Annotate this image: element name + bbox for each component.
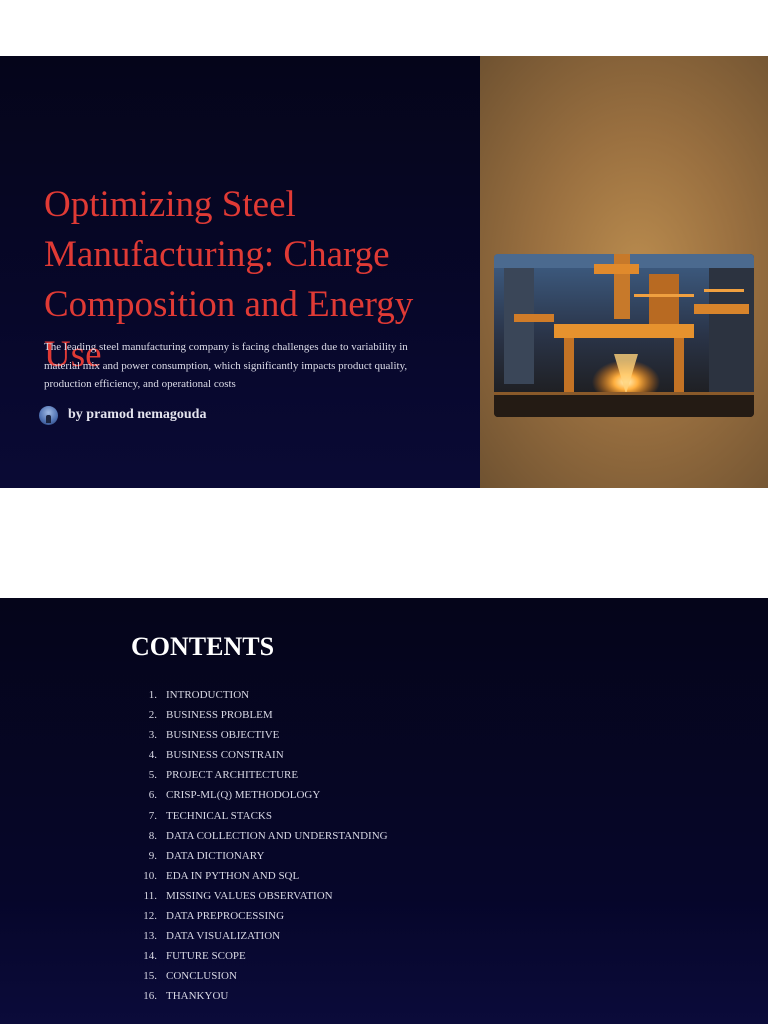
author-avatar — [39, 406, 58, 425]
author-row — [39, 404, 206, 426]
author-name: by pramod nemagouda — [68, 407, 207, 422]
slide-description: The leading steel manufacturing company is facing challenges due to variability in material mix and power consumption, which significantly impacts product quality, production efficiency, and operational costs — [44, 341, 408, 390]
steel-mill-image — [494, 254, 754, 417]
contents-slide: CONTENTS 1. INTRODUCTION 2. BUSINESS PROBLEM 3. BUSINESS OBJECTIVE 4. BUSINESS CONSTRAIN 5. PROJECT ARCHITECTURE 6. CRISP-ML(Q) METHODOLOGY 7. TECHNICAL STACKS 8. DATA COLLECTION AND UNDERSTANDING 9. DATA DICTIONARY 10. EDA IN PYTHON AND SQL 11. MISSING VALUES OBSERVATION 12. DATA PREPROCESSING 13. DATA VISUALIZATION 14. FUTURE SCOPE 15. CONCLUSION 16. THANKYOU — [0, 598, 768, 1024]
contents-title: CONTENTS — [131, 632, 275, 661]
title-slide — [0, 56, 768, 488]
slide-title: Optimizing Steel Manufacturing: Charge Composition and Energy Use — [44, 184, 414, 375]
